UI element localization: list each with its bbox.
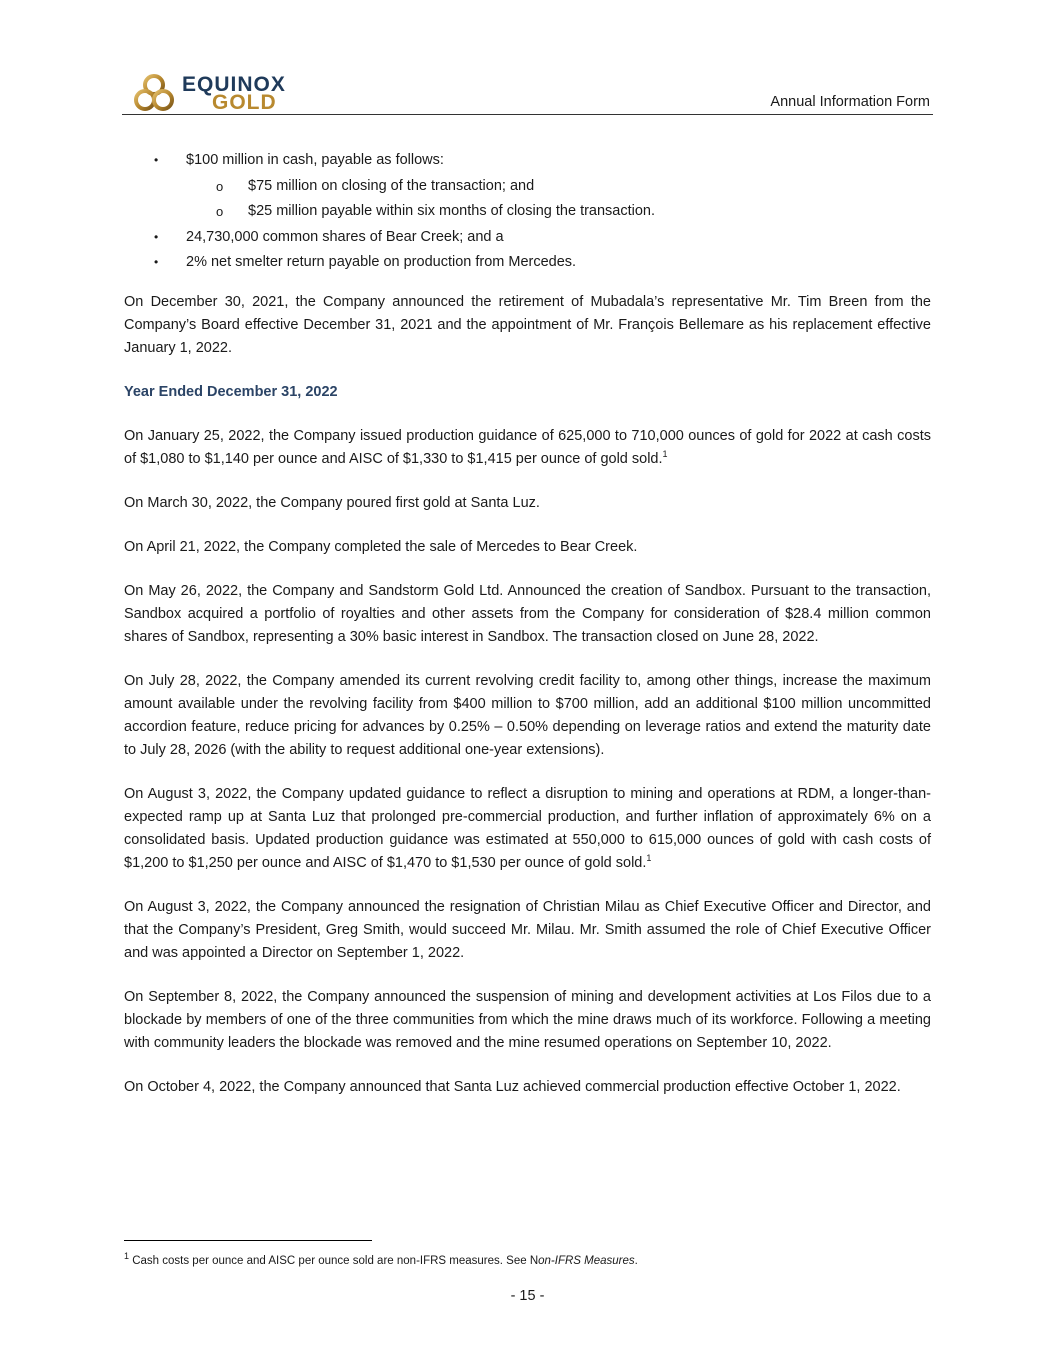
section-heading: Year Ended December 31, 2022 [124, 383, 338, 400]
bullet-icon: • [154, 229, 159, 244]
paragraph: On September 8, 2022, the Company announced the suspension of mining and development activities at Los Filos due to a blockade by members of one of the three communities from which the mine draws much of its workforce. Following a meeting with community leaders the blockade was removed and the mine resumed operations on September 10, 2022. [124, 988, 931, 1051]
list-item-text: 2% net smelter return payable on production from Mercedes. [186, 254, 577, 270]
footnote-text: Cash costs per ounce and AISC per ounce sold are non-IFRS measures. See N [132, 1255, 539, 1267]
page-header [122, 66, 933, 116]
footnote-italic-text: on-IFRS Measures [538, 1255, 635, 1267]
paragraph: On December 30, 2021, the Company announced the retirement of Mubadala’s representative Mr. Tim Breen from the Company’s Board effective December 31, 2021 and the appointment of Mr. François Bellemare as his replacement effective January 1, 2022. [124, 293, 931, 356]
company-logo [132, 70, 302, 116]
paragraph: On August 3, 2022, the Company announced the resignation of Christian Milau as Chief Executive Officer and Director, and that the Company’s President, Greg Smith, would succeed Mr. Milau. Mr. Smith assumed the role of Chief Executive Officer and was appointed a Director on September 1, 2022. [124, 898, 931, 961]
page-number: - 15 - [510, 1288, 545, 1304]
paragraph: On October 4, 2022, the Company announced that Santa Luz achieved commercial production effective October 1, 2022. [124, 1078, 901, 1095]
list-item [124, 148, 931, 174]
footnote-divider [124, 1240, 372, 1241]
sub-bullet-icon: o [216, 178, 224, 194]
footnote-ref[interactable]: 1 [662, 448, 668, 459]
sub-bullet-icon: o [216, 204, 224, 219]
list-item-text: $75 million on closing of the transaction; and [248, 177, 535, 194]
document-body [124, 148, 931, 1120]
paragraph: On March 30, 2022, the Company poured first gold at Santa Luz. [124, 494, 540, 511]
logo-text-equinox: EQUINOX [182, 73, 286, 96]
header-divider [122, 114, 933, 115]
paragraph-text: On January 25, 2022, the Company issued production guidance of 625,000 to 710,000 ounces of gold for 2022 at cash costs of $1,080 to $1,140 per ounce and AISC of $1,330 to $1,415 per ounce of gold sold. [124, 427, 931, 467]
footnote-end: . [634, 1255, 638, 1267]
footnote [124, 1252, 638, 1270]
paragraph: On April 21, 2022, the Company completed the sale of Mercedes to Bear Creek. [124, 538, 638, 555]
list-item [124, 250, 931, 276]
footnote-marker: 1 [124, 1251, 130, 1262]
footnote-ref[interactable]: 1 [646, 852, 652, 863]
document-title: Annual Information Form [770, 94, 930, 110]
bullet-icon: • [154, 153, 159, 167]
logo-text-gold: GOLD [212, 91, 277, 114]
paragraph: On May 26, 2022, the Company and Sandstorm Gold Ltd. Announced the creation of Sandbox. Pursuant to the transaction, Sandbox acquired a portfolio of royalties and other assets from the Company for consideration of $28.4 million common shares of Sandbox, representing a 30% basic interest in Sandbox. The transaction closed on June 28, 2022. [124, 582, 931, 645]
equinox-swirl-icon [132, 72, 176, 114]
paragraph [124, 783, 931, 875]
list-item [124, 225, 931, 251]
list-item-text: $100 million in cash, payable as follows: [186, 152, 444, 168]
list-item-text: 24,730,000 common shares of Bear Creek; and a [186, 228, 504, 245]
list-item-text: $25 million payable within six months of closing the transaction. [248, 203, 656, 219]
paragraph-text: On August 3, 2022, the Company updated guidance to reflect a disruption to mining and operations at RDM, a longer-than-expected ramp up at Santa Luz that prolonged pre-commercial production, and further inflation of approximately 6% on a consolidated basis. Updated production guidance was estimated at 550,000 to 615,000 ounces of gold with cash costs of $1,200 to $1,250 per ounce and AISC of $1,470 to $1,530 per ounce of gold sold. [124, 785, 931, 871]
list-item [124, 174, 931, 200]
paragraph [124, 425, 931, 471]
consideration-list [124, 148, 931, 276]
bullet-icon: • [154, 255, 159, 269]
paragraph: On July 28, 2022, the Company amended its current revolving credit facility to, among other things, increase the maximum amount available under the revolving facility from $400 million to $700 million, add an additional $100 million uncommitted accordion feature, reduce pricing for advances by 0.25% – 0.50% depending on leverage ratios and extend the maturity date to July 28, 2026 (with the ability to request additional one-year extensions). [124, 672, 931, 758]
list-item [124, 199, 931, 225]
